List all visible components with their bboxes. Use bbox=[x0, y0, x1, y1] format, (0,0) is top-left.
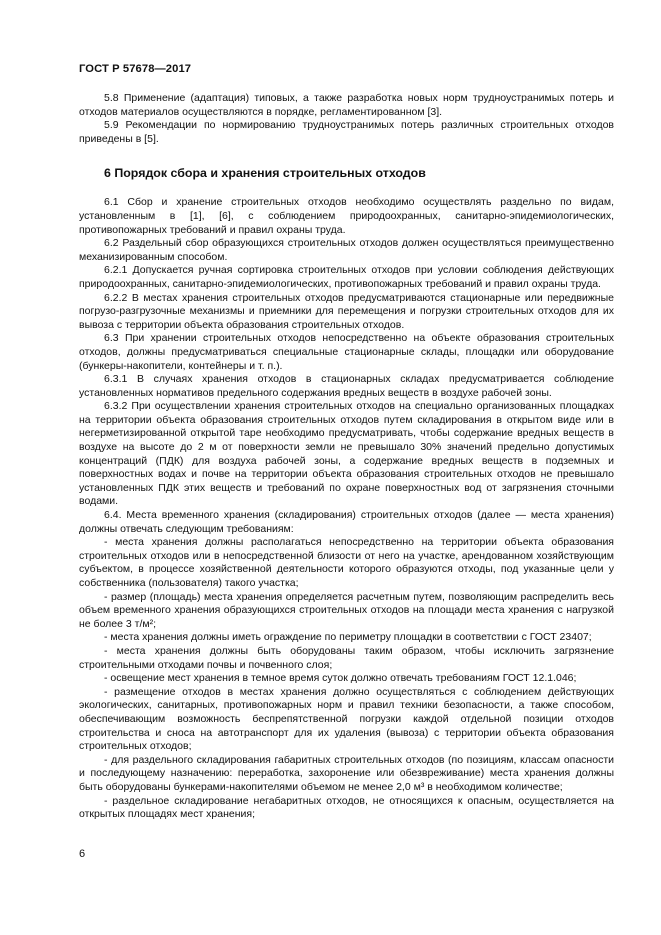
paragraph-6-1: 6.1 Сбор и хранение строительных отходов необходимо осуществлять раздельно по видам, установленным в [1], [6], с соблюдением природоохранных, санитарно-эпидемиологических, противопожарных требований и правил охраны труда. bbox=[79, 196, 614, 236]
paragraph-6-2-2: 6.2.2 В местах хранения строительных отходов предусматриваются стационарные или передвижные погрузо-разгрузочные механизмы и приемники для перемещения и погрузки строительных отходов для их вывоза с территории объекта образования строительных отходов. bbox=[79, 291, 614, 331]
standard-header: ГОСТ Р 57678—2017 bbox=[79, 63, 192, 75]
page-number: 6 bbox=[79, 848, 86, 860]
list-item: - места хранения должны быть оборудованы таким образом, чтобы исключить загрязнение строительными отходами почвы и почвенного слоя; bbox=[79, 644, 614, 671]
section-heading: 6 Порядок сбора и хранения строительных отходов bbox=[104, 166, 426, 181]
list-item: - места хранения должны располагаться непосредственно на территории объекта образования строительных отходов или в непосредственной близости от него на участке, арендованном хозяйствующим субъектом, в процессе хозяйственной деятельности которого образуются отходы, под указанные цели у собственника (пользователя) такого участка; bbox=[79, 536, 614, 589]
page-content bbox=[79, 92, 614, 822]
paragraph-5-9: 5.9 Рекомендации по нормированию трудноустранимых потерь различных строительных отходов приведены в [5]. bbox=[79, 119, 614, 145]
list-item: - раздельное складирование негабаритных отходов, не относящихся к опасным, осуществляется на открытых площадях мест хранения; bbox=[79, 794, 614, 821]
paragraph-6-3-2: 6.3.2 При осуществлении хранения строительных отходов на специально организованных площадках на территории объекта образования строительных отходов путем складирования в открытом виде или в негерметизированной открытой таре необходимо предусматривать, чтобы содержание вредных веществ в воздухе на высоте до 2 м от поверхности земли не превышало 30% значений предельно допустимых концентраций (ПДК) для воздуха рабочей зоны, а содержание вредных веществ в подземных и поверхностных водах и почве на территории объекта образования строительных отходов не превышало установленных ПДК этих веществ и требований по охране поверхностных вод от загрязнения сточными водами. bbox=[79, 400, 614, 508]
paragraph-6-4: 6.4. Места временного хранения (складирования) строительных отходов (далее — места хранения) должны отвечать следующим требованиям: bbox=[79, 509, 614, 535]
paragraph-5-8: 5.8 Применение (адаптация) типовых, а также разработка новых норм трудноустранимых потерь и отходов материалов осуществляются в порядке, регламентированном [3]. bbox=[79, 92, 614, 118]
list-item: - размер (площадь) места хранения определяется расчетным путем, позволяющим распределить весь объем временного хранения образующихся строительных отходов на площади места хранения с нагрузкой не более 3 т/м²; bbox=[79, 590, 614, 630]
paragraph-6-2: 6.2 Раздельный сбор образующихся строительных отходов должен осуществляться преимущественно механизированным способом. bbox=[79, 237, 614, 263]
list-item: - для раздельного складирования габаритных строительных отходов (по позициям, классам опасности и последующему назначению: переработка, захоронение или обезвреживание) места хранения должны быть оборудованы бункерами-накопителями объемом не менее 2,0 м³ в необходимом количестве; bbox=[79, 753, 614, 793]
paragraph-6-3-1: 6.3.1 В случаях хранения отходов в стационарных складах предусматривается соблюдение установленных нормативов предельного содержания вредных веществ в воздухе рабочей зоны. bbox=[79, 373, 614, 399]
list-item: - места хранения должны иметь ограждение по периметру площадки в соответствии с ГОСТ 23407; bbox=[104, 631, 592, 644]
list-item: - освещение мест хранения в темное время суток должно отвечать требованиям ГОСТ 12.1.046; bbox=[104, 672, 577, 685]
paragraph-6-3: 6.3 При хранении строительных отходов непосредственно на объекте образования строительных отходов, должны предусматриваться специальные стационарные склады, площадки или оборудование (бункеры-накопители, контейнеры и т. п.). bbox=[79, 332, 614, 372]
paragraph-6-2-1: 6.2.1 Допускается ручная сортировка строительных отходов при условии соблюдения действующих природоохранных, санитарно-эпидемиологических, противопожарных требований и правил охраны труда. bbox=[79, 264, 614, 290]
list-item: - размещение отходов в местах хранения должно осуществляться с соблюдением действующих экологических, санитарных, противопожарных норм и правил техники безопасности, а также способом, обеспечивающим возможность беспрепятственной погрузки каждой отдельной позиции отходов строительства и сноса на автотранспорт для их удаления (вывоза) с территории объекта образования строительных отходов; bbox=[79, 685, 614, 753]
